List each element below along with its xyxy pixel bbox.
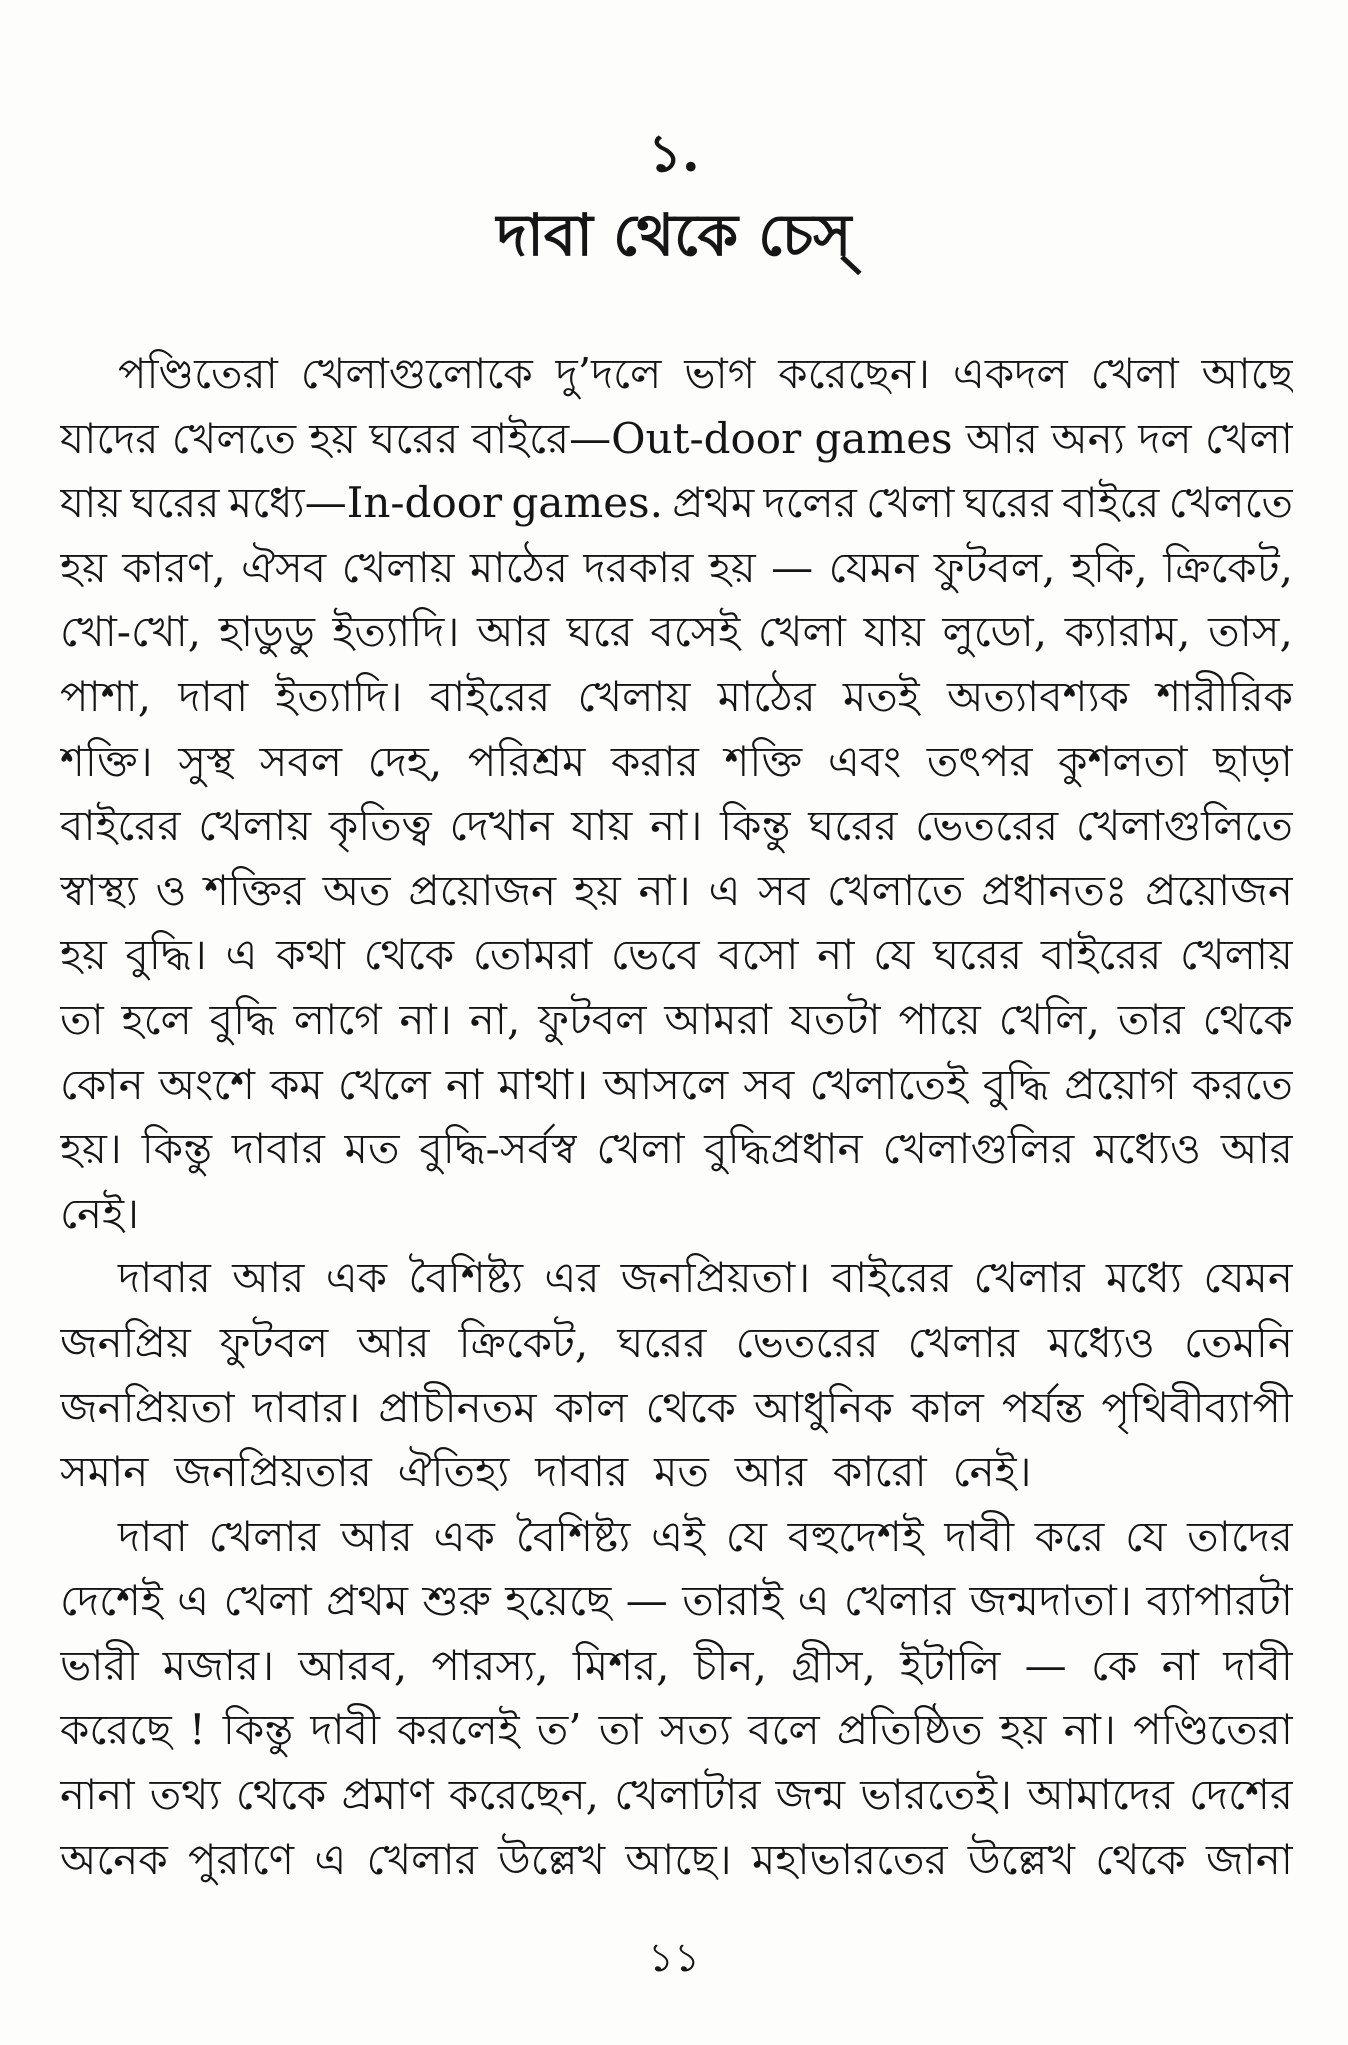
- word: বাইরের: [429, 671, 551, 721]
- word: একদল: [952, 349, 1068, 398]
- word: মধ্যেও: [1094, 1124, 1201, 1174]
- word: আর: [965, 413, 1038, 463]
- word: মাথা।: [498, 1059, 589, 1109]
- word: খেলার: [973, 1253, 1085, 1303]
- word: ফুটবল: [219, 1317, 329, 1367]
- word: খেলা: [866, 478, 955, 528]
- word: ভারী: [60, 1640, 139, 1690]
- word: প্রতিষ্ঠিত: [836, 1705, 983, 1755]
- word: থেকে: [1202, 994, 1293, 1044]
- text-line: [60, 1763, 1293, 1828]
- word: সব: [743, 1059, 795, 1109]
- word: ক্রিকেট,: [458, 1317, 589, 1367]
- word: মতই: [842, 671, 920, 721]
- word: থেকে: [235, 1770, 327, 1820]
- word: পুরাণে: [187, 1834, 295, 1884]
- word: ভেবে: [610, 930, 700, 980]
- word: খেলাগুলির: [882, 1124, 1075, 1174]
- word: কম: [270, 1059, 323, 1109]
- word: মাঠের: [470, 542, 568, 592]
- text-line: [60, 536, 1293, 601]
- word: বাইরের: [1040, 930, 1162, 980]
- word: প্রয়োগ: [1064, 1059, 1177, 1109]
- word: বুদ্ধি: [982, 1059, 1050, 1109]
- word: উল্লেখ: [498, 1834, 606, 1884]
- word: তথ্য: [149, 1770, 221, 1820]
- word: এক: [325, 1253, 388, 1303]
- word: হয়েছে: [505, 1576, 612, 1626]
- text-line: [60, 1698, 1293, 1763]
- word: না: [445, 1059, 484, 1109]
- word: যে: [873, 930, 915, 980]
- word: নানা: [60, 1770, 135, 1820]
- paragraph: [60, 342, 1293, 1246]
- word: ভেতরের: [735, 1317, 879, 1367]
- word: অন্য: [1051, 413, 1125, 463]
- word: দেশেই: [60, 1576, 163, 1626]
- word: দু’দলে: [555, 349, 662, 398]
- word: বসো: [718, 930, 799, 980]
- word: কৃতিত্ব: [328, 801, 432, 851]
- text-line: [60, 1505, 1293, 1570]
- word: না,: [469, 994, 521, 1044]
- word: সত্য: [659, 1705, 732, 1755]
- word: তার: [1117, 994, 1185, 1044]
- word: যেমন: [1203, 1253, 1293, 1303]
- word: মাঠের: [717, 671, 816, 721]
- word: খেলাতে: [827, 865, 964, 915]
- word: যে: [725, 1511, 767, 1561]
- word: থেকে: [645, 1382, 736, 1432]
- text-line: [60, 407, 1293, 472]
- word: খেলতে: [171, 413, 297, 463]
- text-line: নেই।: [60, 1188, 139, 1238]
- word: মহাভারতের: [751, 1834, 948, 1884]
- word: করে: [1034, 1511, 1105, 1561]
- word: বৈশিষ্ট্য: [515, 1511, 631, 1561]
- word: তাস,: [1208, 607, 1293, 657]
- word: খেলায়: [341, 542, 455, 592]
- word: ভারতেই।: [860, 1770, 1013, 1820]
- word: বুদ্ধি।: [125, 930, 207, 980]
- word: কিন্তু: [222, 1705, 294, 1755]
- word: এ: [314, 1834, 347, 1884]
- word: তারাই: [682, 1576, 784, 1626]
- word: জানা: [1205, 1834, 1293, 1884]
- word: খেলাগুলিতে: [1075, 801, 1293, 851]
- word: দরকার: [583, 542, 694, 592]
- word: আর: [232, 1253, 305, 1303]
- word: শুরু: [422, 1576, 491, 1626]
- word: না।: [638, 865, 691, 915]
- text-line: [60, 1569, 1293, 1634]
- word: খেলায়: [577, 671, 691, 721]
- text-line: [60, 665, 1293, 730]
- text-line: [60, 600, 1293, 665]
- word: দেখান: [449, 801, 554, 851]
- word: কে: [1090, 1640, 1138, 1690]
- word: দাবার: [231, 1124, 325, 1174]
- word: খেলা: [757, 607, 846, 657]
- word: যেমন: [828, 542, 919, 592]
- text-line: [60, 342, 1293, 407]
- word: পণ্ডিতেরা: [118, 349, 278, 398]
- word: না: [817, 930, 855, 980]
- text-line: [60, 730, 1293, 795]
- word: ও: [155, 865, 187, 915]
- word: বাইরের: [60, 801, 181, 851]
- word: আর: [340, 1511, 413, 1561]
- chapter-number: ১.: [648, 123, 700, 184]
- word: ঘরের: [808, 801, 898, 851]
- word: বৈশিষ্ট্য: [408, 1253, 524, 1303]
- word: হাডুডু: [218, 607, 315, 657]
- word: পায়ে: [898, 994, 981, 1044]
- word: মধ্যে—In-door: [228, 478, 503, 528]
- word: প্রয়োজন: [1145, 865, 1293, 915]
- word: জনপ্রিয়তা: [60, 1382, 235, 1432]
- word: খেলাগুলোকে: [300, 349, 533, 398]
- page-number: ১১: [648, 1935, 700, 1981]
- word: পণ্ডিতেরা: [1133, 1705, 1293, 1755]
- word: লাগে: [293, 994, 382, 1044]
- word: দাবী: [310, 1705, 380, 1755]
- word: ক্যারাম,: [1064, 607, 1191, 657]
- word: শারীরিক: [1156, 671, 1293, 721]
- word: হয়: [309, 413, 357, 463]
- word: সব: [758, 865, 810, 915]
- word: এর: [544, 1253, 600, 1303]
- word: —: [625, 1576, 668, 1626]
- word: করেছেন।: [778, 349, 930, 398]
- word: মত: [344, 1124, 400, 1174]
- word: দাবা: [118, 1511, 188, 1561]
- word: কিন্তু: [720, 801, 791, 851]
- word: দাবার: [118, 1253, 211, 1303]
- word: খেলা: [1204, 413, 1293, 463]
- word: ছাড়া: [1213, 736, 1293, 786]
- word: ভাগ: [684, 349, 756, 398]
- word: কিন্তু: [141, 1124, 213, 1174]
- word: তা: [60, 994, 104, 1044]
- word: জন্ম: [775, 1770, 846, 1820]
- word: খেলা: [1090, 349, 1179, 398]
- word: ইটালি: [900, 1640, 1001, 1690]
- word: খেলা: [223, 1576, 312, 1626]
- word: দাবা: [178, 671, 249, 721]
- text-line: [60, 923, 1293, 988]
- word: ঘরের: [617, 1317, 707, 1367]
- word: হয়: [60, 542, 107, 592]
- word: প্রাচীনতম: [378, 1382, 537, 1432]
- word: মধ্যে: [1106, 1253, 1182, 1303]
- word: এ: [797, 1576, 830, 1626]
- word: যায়: [863, 607, 925, 657]
- word: মিশর,: [572, 1640, 670, 1690]
- word: আমরা: [664, 994, 772, 1044]
- word: দেহ,: [367, 736, 443, 786]
- word: দাবী: [944, 1511, 1015, 1561]
- word: হয়: [60, 930, 107, 980]
- word: কাল: [554, 1382, 628, 1432]
- word: হলে: [121, 994, 192, 1044]
- text-line: [60, 794, 1293, 859]
- word: ঐসব: [241, 542, 327, 592]
- chapter-title: দাবা থেকে চেস্: [496, 201, 852, 269]
- word: —: [771, 542, 814, 592]
- word: games: [814, 413, 953, 463]
- word: প্রথম: [672, 478, 755, 528]
- word: অনেক: [60, 1834, 168, 1884]
- word: আধুনিক: [753, 1382, 893, 1432]
- word: এ: [708, 865, 741, 915]
- word: করলেই: [397, 1705, 520, 1755]
- word: অংশে: [158, 1059, 255, 1109]
- word: বলে: [748, 1705, 820, 1755]
- word: শক্তি।: [60, 736, 153, 786]
- word: প্রমাণ: [341, 1770, 434, 1820]
- word: ফুটবল,: [933, 542, 1056, 592]
- word: দেশের: [1189, 1770, 1293, 1820]
- word: ইত্যাদি।: [332, 607, 460, 657]
- word: খেলায়: [198, 801, 312, 851]
- body-text: [60, 342, 1293, 1892]
- word: ইত্যাদি।: [275, 671, 403, 721]
- word: খেলা: [596, 1124, 685, 1174]
- word: ফুটবল: [538, 994, 647, 1044]
- word: বহুদেশই: [787, 1511, 924, 1561]
- word: চীন,: [693, 1640, 767, 1690]
- word: হয়: [573, 865, 621, 915]
- word: করতে: [1192, 1059, 1293, 1109]
- word: কারণ,: [122, 542, 226, 592]
- word: বুদ্ধিপ্রধান: [704, 1124, 863, 1174]
- text-line: [60, 1376, 1293, 1441]
- word: ঘরের: [963, 478, 1053, 528]
- word: এক: [433, 1511, 495, 1561]
- word: আসলে: [603, 1059, 729, 1109]
- word: তোমরা: [472, 930, 593, 980]
- word: করেছে: [60, 1705, 172, 1755]
- word: তা: [598, 1705, 643, 1755]
- word: পাশা,: [60, 671, 152, 721]
- word: খেলতে: [1168, 478, 1293, 528]
- word: খেলায়: [1180, 930, 1293, 980]
- word: প্রধানতঃ: [981, 865, 1128, 915]
- word: ঘরে: [566, 607, 633, 657]
- word: খেলাতেই: [809, 1059, 968, 1109]
- word: খেলি,: [998, 994, 1100, 1044]
- word: সুস্থ: [178, 736, 234, 786]
- word: games.: [511, 478, 663, 528]
- paragraph: [60, 1246, 1293, 1504]
- word: পৃথিবীব্যাপী: [1101, 1382, 1293, 1432]
- word: আছে।: [625, 1834, 732, 1884]
- word: না: [1161, 1640, 1199, 1690]
- text-line: [60, 1053, 1293, 1118]
- word: এ: [225, 930, 258, 980]
- text-line: সমান জনপ্রিয়তার ঐতিহ্য দাবার মত আর কারো নেই।: [60, 1447, 1032, 1497]
- word: বাইরে: [1061, 478, 1160, 528]
- text-line: [60, 988, 1293, 1053]
- word: স্বাস্থ্য: [60, 865, 138, 915]
- text-line: [60, 1246, 1293, 1311]
- word: ব্যাপারটা: [1146, 1576, 1293, 1626]
- word: খো-খো,: [60, 607, 202, 657]
- word: দাবার।: [252, 1382, 361, 1432]
- text-line: [60, 1634, 1293, 1699]
- text-line: [60, 859, 1293, 924]
- word: খেলার: [366, 1834, 478, 1884]
- word: যায়: [571, 801, 633, 851]
- word: না।: [399, 994, 452, 1044]
- word: !: [188, 1705, 206, 1755]
- word: হয়: [999, 1705, 1047, 1755]
- word: বুদ্ধি: [209, 994, 276, 1044]
- word: পরিশ্রম: [467, 736, 586, 786]
- word: জনপ্রিয়: [60, 1317, 191, 1367]
- word: কথা: [276, 930, 345, 980]
- word: আছে: [1201, 349, 1293, 398]
- word: ঘরের: [369, 413, 459, 463]
- word: শক্তি: [724, 736, 803, 786]
- word: থেকে: [1095, 1834, 1186, 1884]
- word: শক্তির: [204, 865, 305, 915]
- word: বাইরে—Out-door: [471, 413, 802, 463]
- word: খেলার: [843, 1576, 956, 1626]
- word: আর: [1220, 1124, 1293, 1174]
- word: লুডো,: [942, 607, 1048, 657]
- word: করেছেন,: [448, 1770, 600, 1820]
- word: বাইরের: [831, 1253, 953, 1303]
- word: খেলে: [337, 1059, 431, 1109]
- word: তেমনি: [1184, 1317, 1293, 1367]
- word: কোন: [60, 1059, 144, 1109]
- text-line: [60, 1311, 1293, 1376]
- word: প্রয়োজন: [408, 865, 557, 915]
- word: বসেই: [650, 607, 741, 657]
- word: বুদ্ধি-সর্বস্ব: [419, 1124, 577, 1174]
- word: ক্রিকেট,: [1163, 542, 1293, 592]
- text-line: [60, 1117, 1293, 1182]
- word: হকি,: [1070, 542, 1148, 592]
- word: ঘরের: [130, 478, 220, 528]
- word: জন্মদাতা।: [969, 1576, 1132, 1626]
- word: আর: [477, 607, 550, 657]
- word: কাল: [910, 1382, 984, 1432]
- word: পারস্য,: [431, 1640, 549, 1690]
- word: গ্রীস,: [791, 1640, 876, 1690]
- word: যে: [1125, 1511, 1167, 1561]
- word: প্রথম: [326, 1576, 408, 1626]
- word: না।: [1063, 1705, 1116, 1755]
- word: জনপ্রিয়তা।: [620, 1253, 811, 1303]
- word: অত্যাবশ্যক: [946, 671, 1130, 721]
- word: ভেতরের: [915, 801, 1059, 851]
- word: উল্লেখ: [967, 1834, 1075, 1884]
- word: পর্যন্ত: [1001, 1382, 1084, 1432]
- word: করার: [611, 736, 699, 786]
- word: যতটা: [789, 994, 881, 1044]
- word: দাবী: [1223, 1640, 1293, 1690]
- word: এই: [651, 1511, 705, 1561]
- word: দলের: [763, 478, 857, 528]
- text-line: [60, 1828, 1293, 1893]
- word: থেকে: [363, 930, 455, 980]
- word: হয়: [708, 542, 756, 592]
- word: অত: [322, 865, 391, 915]
- word: —: [1024, 1640, 1067, 1690]
- word: আর: [357, 1317, 430, 1367]
- word: খেলাটার: [614, 1770, 761, 1820]
- paragraph: [60, 1505, 1293, 1893]
- word: কুশলতা: [1058, 736, 1188, 786]
- text-line: [60, 471, 1293, 536]
- word: হয়।: [60, 1124, 122, 1174]
- word: আরব,: [298, 1640, 408, 1690]
- word: এ: [177, 1576, 210, 1626]
- word: মধ্যেও: [1048, 1317, 1155, 1367]
- word: যাদের: [60, 413, 159, 463]
- word: যায়: [60, 478, 122, 528]
- word: না।: [650, 801, 703, 851]
- word: দল: [1138, 413, 1192, 463]
- word: সবল: [259, 736, 342, 786]
- word: আমাদের: [1027, 1770, 1174, 1820]
- word: খেলার: [907, 1317, 1019, 1367]
- word: মজার।: [162, 1640, 275, 1690]
- word: তৎপর: [926, 736, 1033, 786]
- word: খেলার: [208, 1511, 320, 1561]
- word: ত’: [536, 1705, 582, 1755]
- word: ঘরের: [933, 930, 1023, 980]
- word: তাদের: [1187, 1511, 1293, 1561]
- word: এবং: [827, 736, 902, 786]
